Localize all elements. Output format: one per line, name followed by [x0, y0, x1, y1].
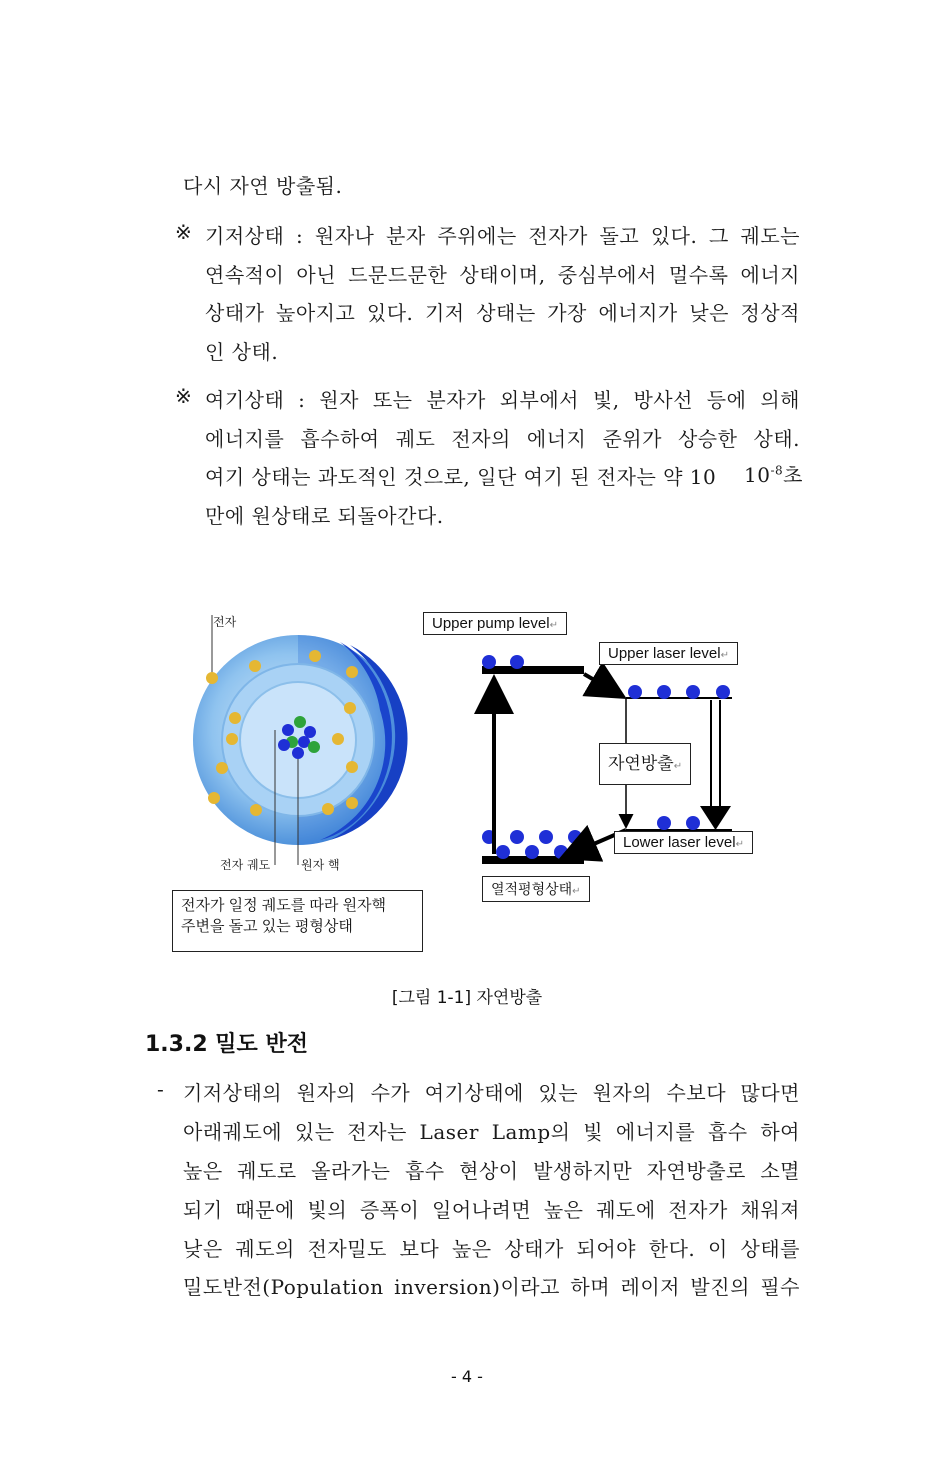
- upper-pump-line: [482, 666, 584, 674]
- section-line: 밀도반전(Population inversion)이라고 하며 레이저 발진의 필수: [183, 1275, 800, 1299]
- note-line: 여기상태 : 원자 또는 분자가 외부에서 빛, 방사선 등에 의해: [205, 388, 800, 412]
- reference-mark: ※: [175, 220, 193, 244]
- section-line: 높은 궤도로 올라가는 흡수 현상이 발생하지만 자연방출로 소멸: [183, 1159, 800, 1183]
- unit-seconds: 초: [783, 463, 803, 487]
- exponent-group: $10^{-8}$초: [744, 463, 803, 487]
- atom-caption-line: 주변을 돌고 있는 평형상태: [181, 918, 353, 935]
- note-line: 만에 원상태로 되돌아간다.: [205, 504, 444, 528]
- lower-laser-text: Lower laser level: [623, 834, 736, 851]
- atom-illustration: [180, 600, 420, 890]
- section-line: 아래궤도에 있는 전자는 Laser Lamp의 빛 에너지를 흡수 하여: [183, 1120, 800, 1144]
- atom-caption-box: [172, 890, 423, 952]
- note-line: 에너지를 흡수하여 궤도 전자의 에너지 준위가 상승한 상태.: [205, 427, 800, 451]
- upper-pump-text: Upper pump level: [432, 615, 550, 632]
- lower-laser-label: Lower laser level↵: [614, 831, 753, 854]
- section-line: 낮은 궤도의 전자밀도 보다 높은 상태가 되어야 한다. 이 상태를: [183, 1237, 800, 1261]
- emission-arrowhead: [700, 806, 731, 830]
- note-line: 인 상태.: [205, 340, 279, 364]
- list-dash: -: [157, 1077, 165, 1101]
- note-line: [205, 461, 800, 490]
- upper-laser-label: Upper laser level↵: [599, 642, 738, 665]
- spontaneous-label: 자연방출↵: [599, 743, 691, 785]
- page-number: - 4 -: [451, 1367, 483, 1386]
- upper-pump-label: Upper pump level↵: [423, 612, 567, 635]
- section-line: 기저상태의 원자의 수가 여기상태에 있는 원자의 수보다 많다면: [183, 1081, 800, 1105]
- upper-laser-text: Upper laser level: [608, 645, 721, 662]
- nucleus-label: 원자 핵: [301, 858, 340, 872]
- electron-label: 전자: [213, 615, 237, 629]
- note-line: 기저상태 : 원자나 분자 주위에는 전자가 돌고 있다. 그 궤도는: [205, 224, 800, 248]
- section-heading: 1.3.2 밀도 반전: [145, 1032, 308, 1057]
- spontaneous-text: 자연방출: [608, 754, 674, 774]
- atom-caption-line: 전자가 일정 궤도를 따라 원자핵: [181, 897, 387, 914]
- relax-arrow-top: [584, 674, 620, 695]
- section-line: 되기 때문에 빛의 증폭이 일어나려면 높은 궤도에 전자가 채워져: [183, 1198, 800, 1222]
- reference-mark: ※: [175, 384, 193, 408]
- note-line-text: 여기 상태는 과도적인 것으로, 일단 여기 된 전자는 약 10: [205, 465, 717, 489]
- thermal-eq-text: 열적평형상태: [491, 882, 573, 898]
- figure-caption: [그림 1-1] 자연방출: [391, 988, 543, 1008]
- note-line: 상태가 높아지고 있다. 기저 상태는 가장 에너지가 낮은 정상적: [205, 301, 800, 325]
- note-line: 연속적이 아닌 드문드문한 상태이며, 중심부에서 멀수록 에너지: [205, 263, 800, 287]
- orbit-label: 전자 궤도: [220, 858, 271, 872]
- paragraph-continuation: 다시 자연 방출됨.: [183, 174, 343, 198]
- thermal-eq-label: 열적평형상태↵: [482, 876, 590, 902]
- exponent: -8: [770, 463, 784, 478]
